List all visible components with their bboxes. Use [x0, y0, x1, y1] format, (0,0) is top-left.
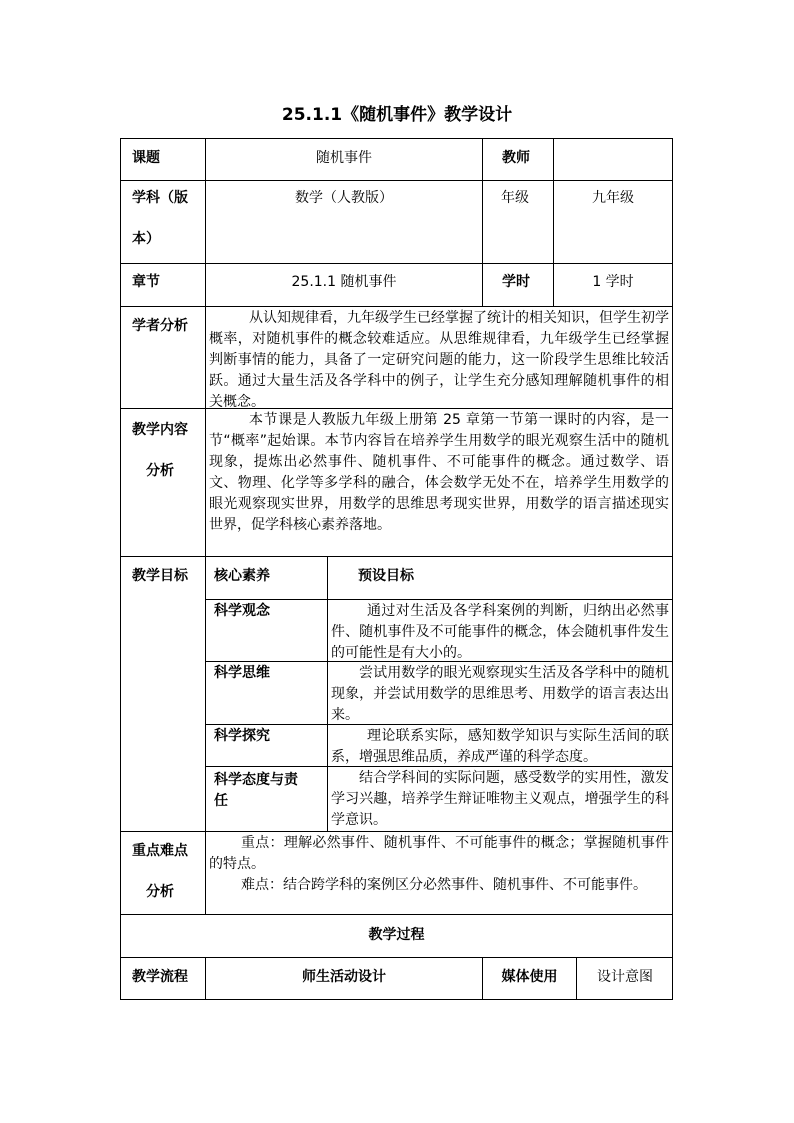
content-label-line2: 分析: [146, 463, 174, 479]
document-title: 25.1.1《随机事件》教学设计: [281, 105, 513, 125]
key-point-text: 重点：理解必然事件、随机事件、不可能事件的概念；掌握随机事件的特点。: [209, 835, 669, 872]
goal-text: 结合学科间的实际问题，感受数学的实用性，激发学习兴趣，培养学生辩证唯物主义观点，增强学生的科学意识。: [331, 770, 669, 828]
hours-label: 学时: [502, 274, 530, 290]
header-media: 媒体使用: [501, 969, 558, 985]
topic-value: 随机事件: [316, 150, 372, 166]
keypoints-label-line2: 分析: [146, 884, 174, 900]
goals-label: 教学目标: [132, 568, 188, 584]
content-label-line1: 教学内容: [132, 422, 188, 438]
goal-name-line2: 任: [214, 793, 228, 809]
goal-text: 尝试用数学的眼光观察现实生活及各学科中的随机现象，并尝试用数学的思维思考、用数学的语言表达出来。: [331, 665, 669, 723]
process-heading: 教学过程: [368, 927, 425, 943]
subject-label-line1: 学科（版: [132, 190, 188, 206]
chapter-label: 章节: [132, 274, 160, 290]
row-line: [120, 957, 673, 958]
goal-row-line: [205, 599, 673, 600]
grade-value: 九年级: [592, 190, 634, 206]
row-line: [120, 999, 673, 1000]
row-line: [120, 556, 673, 557]
subject-value: 数学（人教版）: [295, 190, 393, 206]
teacher-label: 教师: [502, 150, 530, 166]
row-line: [120, 831, 673, 832]
row-line: [120, 263, 673, 264]
goals-col-target: 预设目标: [358, 568, 414, 584]
goal-name-line1: 科学态度与责: [214, 772, 298, 788]
header-activity: 师生活动设计: [302, 969, 386, 985]
table-border-left: [120, 138, 121, 1000]
keypoints-label-line1: 重点难点: [132, 843, 188, 859]
chapter-value: 25.1.1 随机事件: [291, 274, 397, 290]
header-flow: 教学流程: [132, 969, 188, 985]
subject-label-line2: 本）: [132, 231, 160, 247]
learner-text: 从认知规律看，九年级学生已经掌握了统计的相关知识，但学生初学概率，对随机事件的概念较难适应。从思维规律看，九年级学生已经掌握判断事情的能力，具备了一定研究问题的能力，这一阶段学生思维比较活跃。通过大量生活及各学科中的例子，让学生充分感知理解随机事件的相关概念。: [209, 310, 669, 410]
row-line: [120, 914, 673, 915]
content-text: 本节课是人教版九年级上册第 25 章第一节第一课时的内容，是一节“概率”起始课。本节内容旨在培养学生用数学的眼光观察生活中的随机现象，提炼出必然事件、随机事件、不可能事件的概念。通过数学、语文、物理、化学等多学科的融合，体会数学无处不在，培养学生用数学的眼光观察现实世界，用数学的思维思考现实世界，用数学的语言描述现实世界，促学科核心素养落地。: [209, 412, 669, 533]
goals-col-core: 核心素养: [214, 568, 270, 584]
hours-value: 1 学时: [592, 274, 634, 290]
topic-label: 课题: [132, 150, 160, 166]
goal-name: 科学探究: [214, 728, 270, 744]
difficult-point-text: 难点：结合跨学科的案例区分必然事件、随机事件、不可能事件。: [241, 877, 647, 893]
row-line: [120, 138, 673, 139]
goal-text: 理论联系实际，感知数学知识与实际生活间的联系，增强思维品质，养成严谨的科学态度。: [331, 728, 669, 765]
table-border-right: [672, 138, 673, 1000]
goal-name: 科学观念: [214, 603, 270, 619]
goal-text: 通过对生活及各学科案例的判断，归纳出必然事件、随机事件及不可能事件的概念，体会随机事件发生的可能性是有大小的。: [331, 603, 669, 661]
row-line: [120, 306, 673, 307]
grade-label: 年级: [501, 190, 529, 206]
lesson-plan-table: [120, 138, 673, 1000]
header-intent: 设计意图: [597, 969, 653, 985]
col-line: [482, 138, 483, 306]
goal-name: 科学思维: [214, 665, 270, 681]
row-line: [120, 180, 673, 181]
learner-label: 学者分析: [132, 318, 188, 334]
